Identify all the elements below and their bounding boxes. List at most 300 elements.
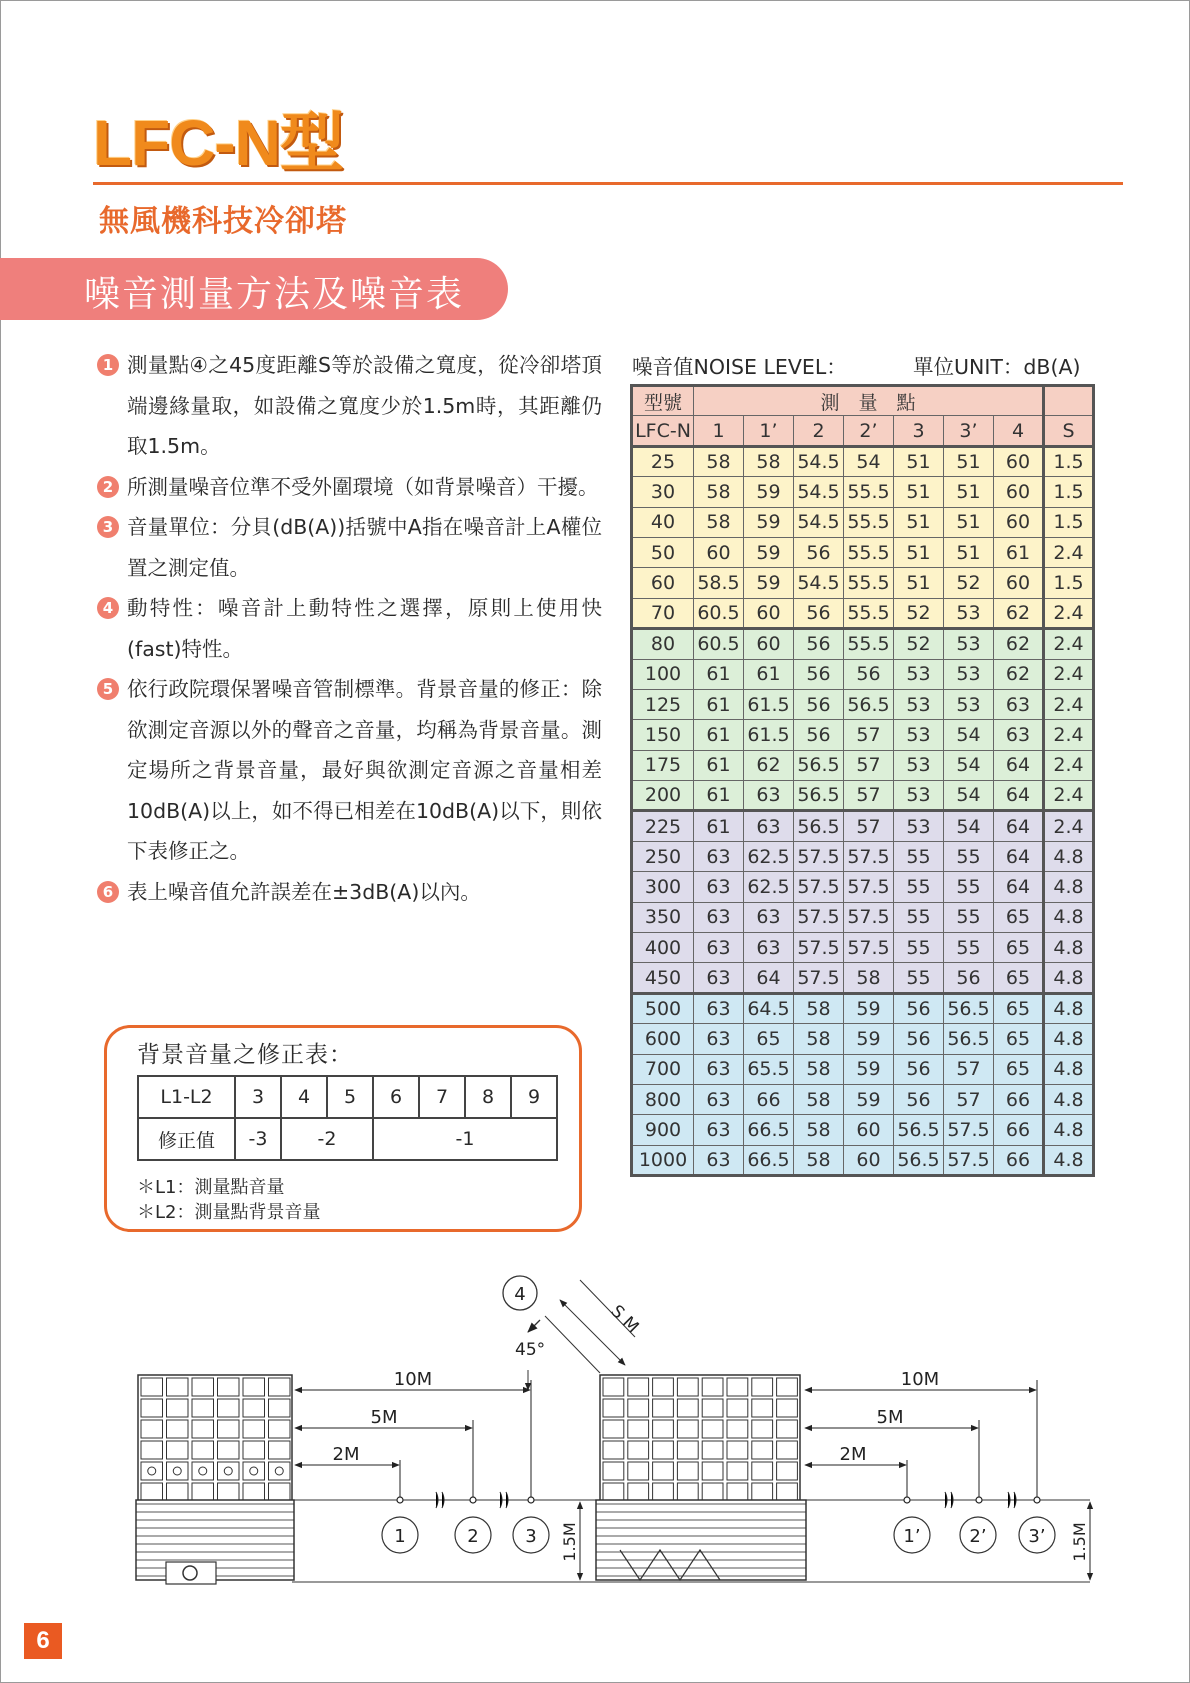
note-text: 表上噪音值允許誤差在±3dB(A)以內。	[127, 879, 481, 904]
value-cell: 59	[844, 993, 894, 1023]
value-cell: 51	[894, 568, 944, 598]
note-number: 2	[97, 476, 119, 498]
value-cell: 57.5	[844, 872, 894, 902]
table-row	[632, 993, 1094, 1023]
model-cell: 175	[632, 750, 694, 780]
model-cell: 150	[632, 720, 694, 750]
value-cell: 55	[894, 963, 944, 993]
model-title: LFC-N型	[93, 107, 343, 179]
value-cell: 55	[944, 933, 994, 963]
value-cell: 55.5	[844, 477, 894, 507]
value-cell: 58	[694, 477, 744, 507]
note-text: 測量點④之45度距離S等於設備之寬度，從冷卻塔頂端邊緣量取，如設備之寬度少於1.5m時，其距離仍取1.5m。	[127, 353, 602, 458]
svg-text:3’: 3’	[1028, 1526, 1046, 1547]
value-cell: 56.5	[794, 781, 844, 811]
value-cell: 53	[944, 598, 994, 628]
value-cell: 53	[894, 689, 944, 719]
unit-label: 單位UNIT：dB(A)	[913, 355, 1081, 379]
value-cell: 61	[694, 750, 744, 780]
value-cell: 55	[894, 872, 944, 902]
note-text: 依行政院環保署噪音管制標準。背景音量的修正：除欲測定音源以外的聲音之音量，均稱為背景音量。測定場所之背景音量，最好與欲測定音源之音量相差10dB(A)以上，如不得已相差在10dB(A)以下，則依下表修正之。	[127, 677, 602, 863]
value-cell: 57	[844, 781, 894, 811]
value-cell: 61.5	[744, 689, 794, 719]
value-cell: 58	[794, 1084, 844, 1114]
value-cell: 60	[844, 1115, 894, 1145]
value-cell: 54	[844, 446, 894, 476]
model-cell: 70	[632, 598, 694, 628]
page-number: 6	[24, 1623, 62, 1659]
value-cell: 2.4	[1044, 689, 1094, 719]
value-cell: 60	[994, 507, 1044, 537]
table-cell: 9	[511, 1076, 557, 1118]
noise-table	[630, 384, 1095, 1177]
value-cell: 56	[794, 537, 844, 567]
value-cell: 61	[694, 811, 744, 841]
value-cell: 4.8	[1044, 1024, 1094, 1054]
value-cell: 4.8	[1044, 1054, 1094, 1084]
value-cell: 55.5	[844, 629, 894, 659]
note-item	[97, 345, 602, 467]
value-cell: 59	[744, 507, 794, 537]
table-row	[632, 933, 1094, 963]
correction-note: ＊L1：測量點音量	[137, 1177, 285, 1198]
value-cell: 62	[994, 659, 1044, 689]
value-cell: 66	[994, 1115, 1044, 1145]
value-cell: 2.4	[1044, 629, 1094, 659]
value-cell: 59	[744, 568, 794, 598]
svg-text:3: 3	[525, 1526, 537, 1547]
value-cell: 62	[744, 750, 794, 780]
value-cell: 57.5	[794, 963, 844, 993]
value-cell: 53	[894, 811, 944, 841]
value-cell: 56.5	[894, 1115, 944, 1145]
value-cell: 58	[794, 1054, 844, 1084]
table-row	[632, 750, 1094, 780]
value-cell: 56	[894, 1054, 944, 1084]
column-header: 2’	[844, 416, 894, 446]
value-cell: 60.5	[694, 598, 744, 628]
column-header: 1	[694, 416, 744, 446]
svg-text:45°: 45°	[515, 1340, 546, 1360]
model-cell: 250	[632, 841, 694, 871]
value-cell: 57.5	[794, 872, 844, 902]
value-cell: 57	[844, 720, 894, 750]
value-cell: 58	[694, 446, 744, 476]
table-row	[632, 872, 1094, 902]
model-cell: 500	[632, 993, 694, 1023]
dimension-lines-left	[295, 1380, 531, 1500]
value-cell: 63	[744, 902, 794, 932]
value-cell: 63	[694, 841, 744, 871]
value-cell: 1.5	[1044, 507, 1094, 537]
table-row	[632, 720, 1094, 750]
table-cell: 5	[327, 1076, 373, 1118]
svg-text:10M: 10M	[393, 1369, 433, 1390]
model-cell: 450	[632, 963, 694, 993]
value-cell: 56	[894, 1084, 944, 1114]
value-cell: 4.8	[1044, 872, 1094, 902]
note-item	[97, 588, 602, 669]
value-cell: 63	[694, 1145, 744, 1175]
value-cell: 2.4	[1044, 659, 1094, 689]
header-blank	[1044, 386, 1094, 416]
table-row	[632, 963, 1094, 993]
value-cell: 65	[994, 963, 1044, 993]
value-cell: 63	[994, 720, 1044, 750]
value-cell: 62	[994, 598, 1044, 628]
notes-list	[97, 345, 602, 912]
table-cell: -2	[281, 1118, 373, 1160]
value-cell: 61	[694, 781, 744, 811]
value-cell: 65	[994, 1054, 1044, 1084]
svg-text:2M: 2M	[839, 1444, 867, 1465]
value-cell: 52	[894, 629, 944, 659]
value-cell: 55	[894, 841, 944, 871]
value-cell: 51	[894, 477, 944, 507]
value-cell: 57.5	[794, 933, 844, 963]
value-cell: 59	[844, 1024, 894, 1054]
model-cell: 100	[632, 659, 694, 689]
value-cell: 55	[894, 933, 944, 963]
value-cell: 51	[894, 537, 944, 567]
value-cell: 58.5	[694, 568, 744, 598]
model-cell: 800	[632, 1084, 694, 1114]
table-header-row	[632, 386, 1094, 416]
value-cell: 61	[994, 537, 1044, 567]
value-cell: 61	[694, 689, 744, 719]
value-cell: 64	[994, 841, 1044, 871]
table-row	[632, 629, 1094, 659]
value-cell: 59	[844, 1084, 894, 1114]
value-cell: 57.5	[794, 841, 844, 871]
value-cell: 4.8	[1044, 841, 1094, 871]
model-cell: 80	[632, 629, 694, 659]
value-cell: 57.5	[844, 841, 894, 871]
value-cell: 63	[694, 1115, 744, 1145]
value-cell: 56.5	[894, 1145, 944, 1175]
table-cell: 修正值	[138, 1118, 235, 1160]
model-cell: 200	[632, 781, 694, 811]
value-cell: 61.5	[744, 720, 794, 750]
value-cell: 66.5	[744, 1145, 794, 1175]
model-cell: 125	[632, 689, 694, 719]
value-cell: 56.5	[794, 811, 844, 841]
svg-text:1.5M: 1.5M	[560, 1522, 579, 1562]
model-cell: 50	[632, 537, 694, 567]
column-header: 3	[894, 416, 944, 446]
value-cell: 62.5	[744, 872, 794, 902]
value-cell: 64	[994, 781, 1044, 811]
value-cell: 55.5	[844, 598, 894, 628]
value-cell: 4.8	[1044, 993, 1094, 1023]
value-cell: 57.5	[844, 933, 894, 963]
value-cell: 56	[794, 629, 844, 659]
value-cell: 58	[794, 993, 844, 1023]
column-header: 3’	[944, 416, 994, 446]
value-cell: 54	[944, 811, 994, 841]
value-cell: 63	[694, 993, 744, 1023]
table-row	[632, 811, 1094, 841]
model-cell: 1000	[632, 1145, 694, 1175]
value-cell: 52	[894, 598, 944, 628]
value-cell: 56.5	[944, 1024, 994, 1054]
table-cell: 4	[281, 1076, 327, 1118]
model-cell: 350	[632, 902, 694, 932]
table-row	[632, 1084, 1094, 1114]
value-cell: 57	[944, 1054, 994, 1084]
value-cell: 51	[944, 507, 994, 537]
note-text: 音量單位：分貝(dB(A))括號中A指在噪音計上A權位置之測定值。	[127, 515, 602, 580]
value-cell: 58	[744, 446, 794, 476]
svg-text:1’: 1’	[903, 1526, 921, 1547]
value-cell: 56	[894, 993, 944, 1023]
point-4-annotation	[503, 1276, 642, 1390]
value-cell: 2.4	[1044, 720, 1094, 750]
value-cell: 4.8	[1044, 1115, 1094, 1145]
value-cell: 56.5	[844, 689, 894, 719]
table-row	[632, 659, 1094, 689]
value-cell: 2.4	[1044, 598, 1094, 628]
value-cell: 4.8	[1044, 902, 1094, 932]
value-cell: 60	[744, 629, 794, 659]
value-cell: 63	[694, 1024, 744, 1054]
value-cell: 64	[744, 963, 794, 993]
svg-text:1: 1	[394, 1526, 406, 1547]
svg-text:2’: 2’	[969, 1526, 987, 1547]
value-cell: 64.5	[744, 993, 794, 1023]
value-cell: 63	[694, 963, 744, 993]
note-number: 3	[97, 516, 119, 538]
value-cell: 57	[844, 750, 894, 780]
value-cell: 51	[894, 507, 944, 537]
value-cell: 2.4	[1044, 811, 1094, 841]
correction-note: ＊L2：測量點背景音量	[137, 1202, 321, 1223]
title-rule	[93, 182, 1123, 185]
value-cell: 56	[944, 963, 994, 993]
model-cell: 225	[632, 811, 694, 841]
value-cell: 57.5	[944, 1145, 994, 1175]
value-cell: 58	[794, 1024, 844, 1054]
value-cell: 51	[894, 446, 944, 476]
model-cell: 25	[632, 446, 694, 476]
header-points: 測 量 點	[694, 386, 1044, 416]
table-cell: 7	[419, 1076, 465, 1118]
table-row	[138, 1118, 557, 1160]
value-cell: 58	[794, 1145, 844, 1175]
note-item	[97, 507, 602, 588]
table-cell: 8	[465, 1076, 511, 1118]
cooling-tower-left	[136, 1375, 294, 1584]
table-row	[632, 1115, 1094, 1145]
model-cell: 700	[632, 1054, 694, 1084]
value-cell: 51	[944, 477, 994, 507]
value-cell: 63	[694, 1054, 744, 1084]
value-cell: 57.5	[844, 902, 894, 932]
value-cell: 59	[744, 477, 794, 507]
value-cell: 59	[844, 1054, 894, 1084]
value-cell: 66	[994, 1145, 1044, 1175]
header-model: 型號	[632, 386, 694, 416]
model-cell: 300	[632, 872, 694, 902]
svg-text:5M: 5M	[370, 1407, 398, 1428]
cooling-tower-right	[596, 1375, 806, 1580]
value-cell: 64	[994, 750, 1044, 780]
model-cell: 600	[632, 1024, 694, 1054]
value-cell: 61	[744, 659, 794, 689]
value-cell: 55.5	[844, 537, 894, 567]
value-cell: 54	[944, 750, 994, 780]
column-header: 2	[794, 416, 844, 446]
value-cell: 53	[894, 659, 944, 689]
value-cell: 4.8	[1044, 963, 1094, 993]
table-row	[632, 537, 1094, 567]
column-header: 1’	[744, 416, 794, 446]
value-cell: 59	[744, 537, 794, 567]
value-cell: 55	[944, 902, 994, 932]
svg-text:5M: 5M	[876, 1407, 904, 1428]
table-row	[632, 568, 1094, 598]
value-cell: 56	[794, 598, 844, 628]
noise-level-label: 噪音值NOISE LEVEL：	[632, 355, 847, 379]
value-cell: 56.5	[944, 993, 994, 1023]
value-cell: 57	[944, 1084, 994, 1114]
table-header-row	[632, 416, 1094, 446]
value-cell: 55.5	[844, 568, 894, 598]
value-cell: 55.5	[844, 507, 894, 537]
svg-text:4: 4	[514, 1284, 526, 1305]
value-cell: 51	[944, 537, 994, 567]
value-cell: 65	[744, 1024, 794, 1054]
value-cell: 63	[694, 1084, 744, 1114]
note-item	[97, 669, 602, 872]
svg-text:10M: 10M	[900, 1369, 940, 1390]
note-number: 4	[97, 597, 119, 619]
value-cell: 56	[794, 689, 844, 719]
value-cell: 52	[944, 568, 994, 598]
model-cell: 60	[632, 568, 694, 598]
table-row	[632, 1024, 1094, 1054]
value-cell: 58	[794, 1115, 844, 1145]
value-cell: 53	[944, 659, 994, 689]
value-cell: 60	[744, 598, 794, 628]
value-cell: 53	[894, 781, 944, 811]
value-cell: 2.4	[1044, 750, 1094, 780]
table-cell: L1-L2	[138, 1076, 235, 1118]
value-cell: 65	[994, 902, 1044, 932]
correction-table	[137, 1075, 558, 1161]
table-row	[632, 689, 1094, 719]
value-cell: 66.5	[744, 1115, 794, 1145]
value-cell: 55	[894, 902, 944, 932]
value-cell: 57.5	[944, 1115, 994, 1145]
value-cell: 63	[694, 872, 744, 902]
value-cell: 62.5	[744, 841, 794, 871]
value-cell: 61	[694, 720, 744, 750]
table-cell: -1	[373, 1118, 557, 1160]
value-cell: 56	[844, 659, 894, 689]
value-cell: 4.8	[1044, 933, 1094, 963]
section-title: 噪音測量方法及噪音表	[84, 274, 465, 315]
section-banner	[0, 258, 508, 320]
value-cell: 53	[944, 689, 994, 719]
value-cell: 64	[994, 811, 1044, 841]
value-cell: 58	[844, 963, 894, 993]
value-cell: 65	[994, 1024, 1044, 1054]
value-cell: 60.5	[694, 629, 744, 659]
value-cell: 60	[994, 477, 1044, 507]
measurement-diagram	[0, 1260, 1190, 1590]
value-cell: 53	[944, 629, 994, 659]
column-header: 4	[994, 416, 1044, 446]
note-item	[97, 467, 602, 508]
table-row	[632, 477, 1094, 507]
dimension-lines-right	[805, 1380, 1037, 1500]
header-series: LFC-N	[632, 416, 694, 446]
value-cell: 63	[994, 689, 1044, 719]
column-header: S	[1044, 416, 1094, 446]
value-cell: 60	[694, 537, 744, 567]
table-row	[632, 781, 1094, 811]
value-cell: 4.8	[1044, 1084, 1094, 1114]
table-row	[632, 1145, 1094, 1175]
value-cell: 63	[744, 933, 794, 963]
svg-text:S M: S M	[606, 1301, 643, 1338]
table-row	[632, 841, 1094, 871]
value-cell: 65	[994, 933, 1044, 963]
value-cell: 60	[994, 568, 1044, 598]
model-cell: 40	[632, 507, 694, 537]
note-number: 1	[97, 354, 119, 376]
value-cell: 54.5	[794, 507, 844, 537]
note-text: 動特性：噪音計上動特性之選擇，原則上使用快(fast)特性。	[127, 596, 602, 661]
value-cell: 61	[694, 659, 744, 689]
value-cell: 56	[894, 1024, 944, 1054]
svg-text:1.5M: 1.5M	[1070, 1522, 1089, 1562]
value-cell: 60	[844, 1145, 894, 1175]
table-row	[632, 446, 1094, 476]
value-cell: 56	[794, 720, 844, 750]
value-cell: 64	[994, 872, 1044, 902]
value-cell: 58	[694, 507, 744, 537]
value-cell: 2.4	[1044, 537, 1094, 567]
model-cell: 30	[632, 477, 694, 507]
value-cell: 54	[944, 781, 994, 811]
value-cell: 55	[944, 872, 994, 902]
note-number: 5	[97, 678, 119, 700]
value-cell: 65.5	[744, 1054, 794, 1084]
value-cell: 57	[844, 811, 894, 841]
value-cell: 53	[894, 720, 944, 750]
value-cell: 54.5	[794, 446, 844, 476]
value-cell: 66	[744, 1084, 794, 1114]
value-cell: 54.5	[794, 477, 844, 507]
value-cell: 1.5	[1044, 568, 1094, 598]
value-cell: 60	[994, 446, 1044, 476]
svg-text:2M: 2M	[332, 1444, 360, 1465]
value-cell: 1.5	[1044, 477, 1094, 507]
value-cell: 55	[944, 841, 994, 871]
correction-title: 背景音量之修正表：	[137, 1042, 353, 1068]
value-cell: 66	[994, 1084, 1044, 1114]
value-cell: 1.5	[1044, 446, 1094, 476]
value-cell: 65	[994, 993, 1044, 1023]
value-cell: 54	[944, 720, 994, 750]
value-cell: 53	[894, 750, 944, 780]
value-cell: 63	[744, 811, 794, 841]
model-cell: 400	[632, 933, 694, 963]
table-cell: -3	[235, 1118, 281, 1160]
subtitle: 無風機科技冷卻塔	[99, 204, 347, 239]
